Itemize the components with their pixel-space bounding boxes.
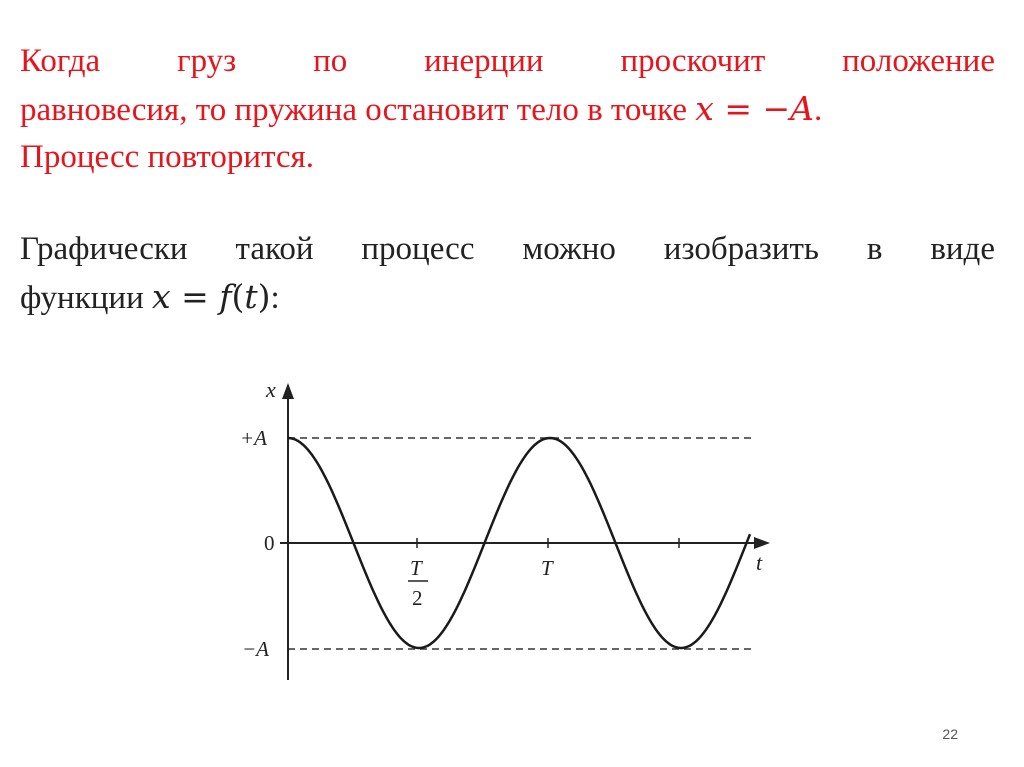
intro-line-3: Процесс повторится. <box>20 139 314 175</box>
intro-line-2-text: равновесия, то пружина остановит тело в точке <box>20 92 696 128</box>
x-tick-half-numerator: T <box>410 556 422 580</box>
y-tick-minus-a-label: −A <box>242 637 269 661</box>
intro-line-1: Когда груз по инерции проскочит положение <box>20 43 995 79</box>
math-eq: = <box>170 277 220 316</box>
oscillation-graph <box>230 375 790 705</box>
x-tick-period-label: T <box>541 556 553 580</box>
math-x: x <box>695 89 714 128</box>
y-axis-label: x <box>266 377 276 402</box>
math-eq-minus: = − <box>713 89 791 128</box>
graph-line-2-text: функции <box>20 280 152 316</box>
math-colon: : <box>270 280 280 316</box>
intro-paragraph <box>20 38 995 181</box>
x-tick-half-denominator: 2 <box>412 586 423 610</box>
math-t: t <box>244 277 258 316</box>
math-paren-close: ) <box>257 277 271 316</box>
math-f: f <box>219 277 232 316</box>
math-x2: x <box>151 277 171 316</box>
graph-paragraph <box>20 226 995 322</box>
x-axis-arrow-icon <box>754 537 770 549</box>
y-tick-zero-label: 0 <box>264 531 275 555</box>
graph-line-2 <box>20 273 995 322</box>
x-axis-label: t <box>756 550 763 575</box>
y-axis-arrow-icon <box>282 383 294 399</box>
math-period: . <box>814 92 823 128</box>
graph-line-1: Графически такой процесс можно изобразить в виде <box>20 231 995 267</box>
y-tick-plus-a-label: +A <box>240 426 267 450</box>
math-paren-open: ( <box>231 277 245 316</box>
page-number: 22 <box>942 726 958 742</box>
math-A: A <box>790 89 814 128</box>
intro-line-2 <box>20 85 995 134</box>
